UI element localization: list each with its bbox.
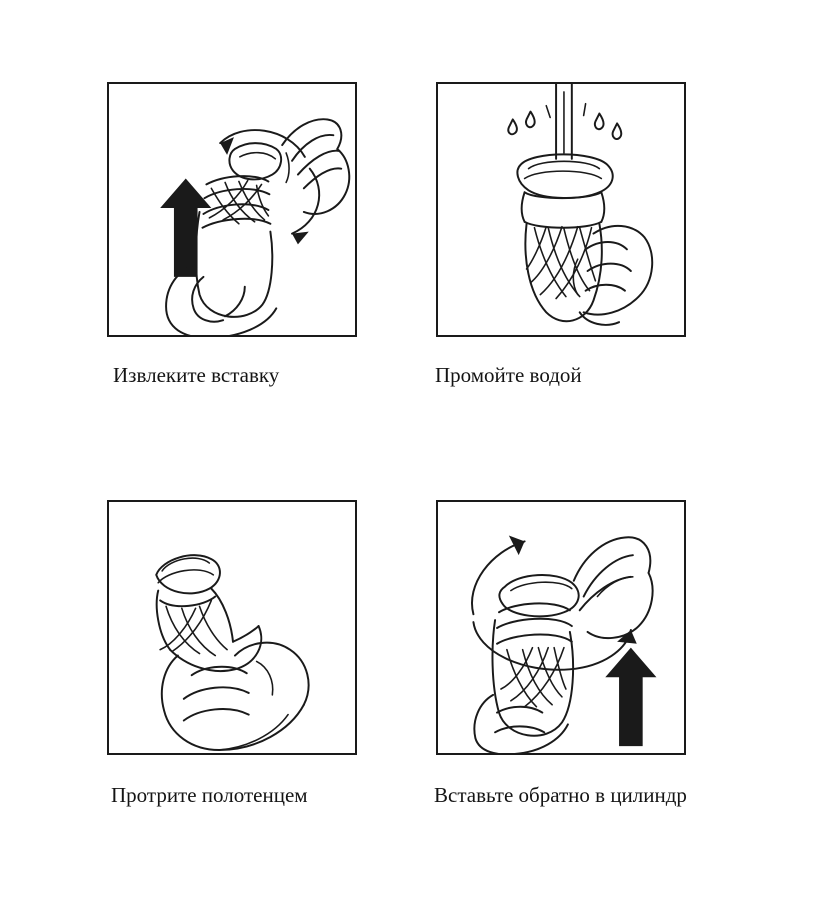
step-2-caption: Промойте водой bbox=[435, 363, 582, 387]
step-4-illustration-panel bbox=[436, 500, 686, 755]
wipe-with-towel-drawing bbox=[109, 502, 355, 753]
water-stream-icon bbox=[556, 84, 572, 159]
step-1-illustration-panel bbox=[107, 82, 357, 337]
step-3-illustration-panel bbox=[107, 500, 357, 755]
step-4-caption: Вставьте обратно в цилиндр bbox=[434, 783, 687, 807]
step-3 bbox=[0, 460, 417, 905]
step-1 bbox=[0, 0, 417, 460]
rinse-with-water-drawing bbox=[438, 84, 684, 335]
step-1-caption: Извлеките вставку bbox=[113, 363, 280, 387]
step-3-caption: Протрите полотенцем bbox=[111, 783, 308, 807]
step-4 bbox=[417, 460, 834, 905]
step-2-illustration-panel bbox=[436, 82, 686, 337]
up-arrow-solid-icon bbox=[605, 648, 656, 746]
step-2 bbox=[417, 0, 834, 460]
insert-back-into-cylinder-drawing bbox=[438, 502, 684, 753]
pull-out-insert-drawing bbox=[109, 84, 355, 335]
water-droplets-icon bbox=[508, 104, 621, 139]
